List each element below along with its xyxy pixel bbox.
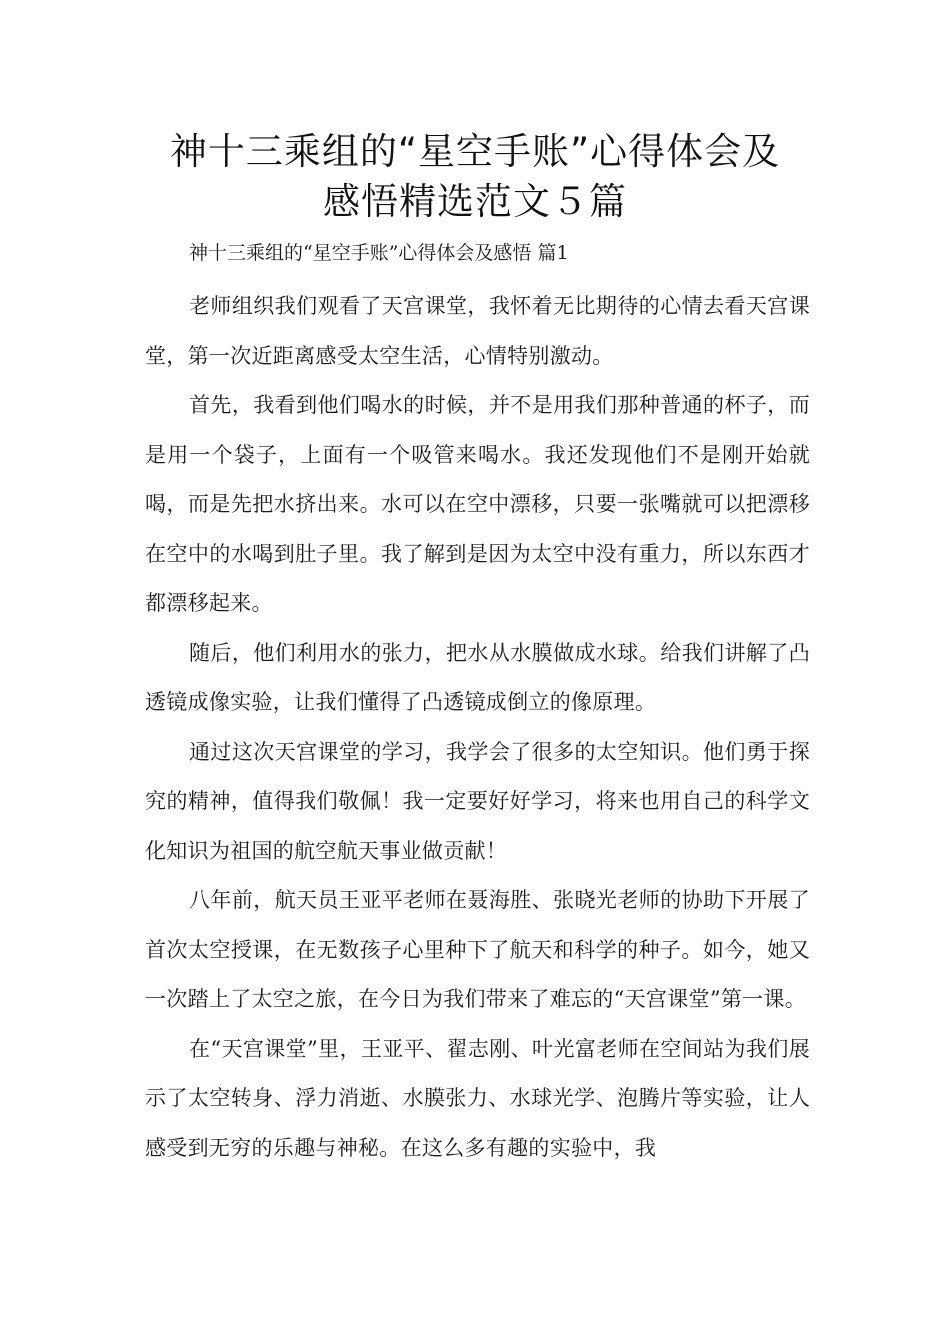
document-title-line-1: 神十三乘组的“星空手账”心得体会及 (169, 130, 781, 173)
paragraph: 在“天宫课堂”里，王亚平、翟志刚、叶光富老师在空间站为我们展示了太空转身、浮力消逝、水膜张力、水球光学、泡腾片等实验，让人感受到无穷的乐趣与神秘。在这么多有趣的实验中，我 (145, 1036, 810, 1160)
paragraph: 老师组织我们观看了天宫课堂，我怀着无比期待的心情去看天宫课堂，第一次近距离感受太空生活，心情特别激动。 (145, 294, 810, 368)
document-body (145, 234, 810, 1173)
paragraph: 通过这次天宫课堂的学习，我学会了很多的太空知识。他们勇于探究的精神，值得我们敬佩！我一定要好好学习，将来也用自己的科学文化知识为祖国的航空航天事业做贡献！ (145, 739, 810, 863)
document-title-line-2: 感悟精选范文５篇 (323, 180, 627, 223)
section-heading: 神十三乘组的“星空手账”心得体会及感悟 篇1 (189, 242, 569, 264)
paragraph: 首先，我看到他们喝水的时候，并不是用我们那种普通的杯子，而是用一个袋子，上面有一个吸管来喝水。我还发现他们不是刚开始就喝，而是先把水挤出来。水可以在空中漂移，只要一张嘴就可以把漂移在空中的水喝到肚子里。我了解到是因为太空中没有重力，所以东西才都漂移起来。 (145, 393, 810, 615)
paragraph: 八年前，航天员王亚平老师在聂海胜、张晓光老师的协助下开展了首次太空授课，在无数孩子心里种下了航天和科学的种子。如今，她又一次踏上了太空之旅，在今日为我们带来了难忘的“天宫课堂”第一课。 (145, 888, 810, 1011)
paragraph: 随后，他们利用水的张力，把水从水膜做成水球。给我们讲解了凸透镜成像实验，让我们懂得了凸透镜成倒立的像原理。 (145, 640, 810, 714)
